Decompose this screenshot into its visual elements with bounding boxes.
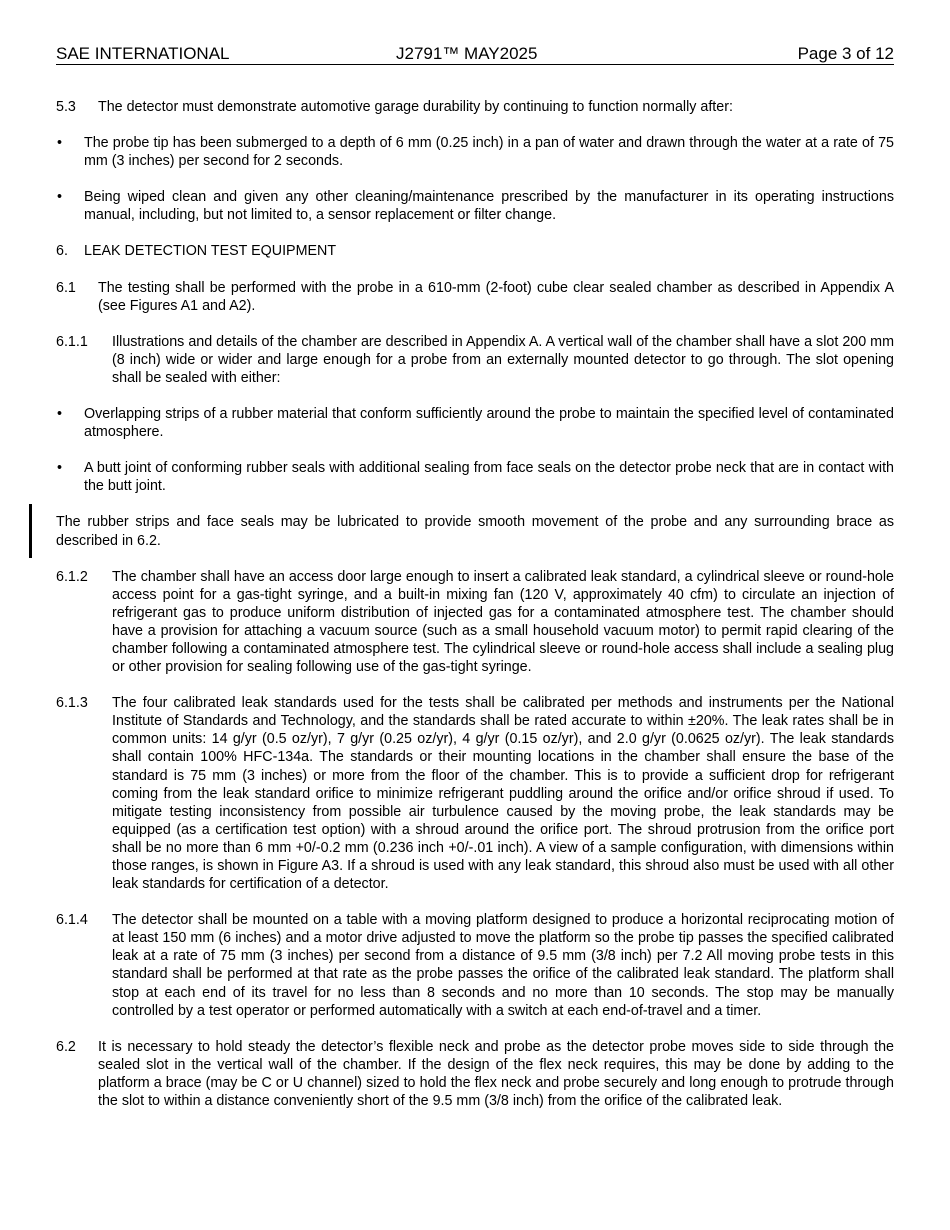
section-number: 6.	[56, 243, 68, 260]
section-number: 6.1.4	[56, 912, 88, 929]
bullet-item	[56, 134, 894, 170]
section-text: The detector must demonstrate automotive garage durability by continuing to function normally after:	[98, 99, 733, 115]
section-number: 6.2	[56, 1038, 76, 1055]
section-text: The detector shall be mounted on a table with a moving platform designed to produce a horizontal reciprocating motion of at least 150 mm (6 inches) and a motor drive adjusted to move the platform so the probe tip passes the specified calibrated leak at a rate of 75 mm (3 inches) per second from a distance of 9.5 mm (3/8 inch) per 7.2 All moving probe tests in this standard shall be performed at that rate as the probe passes the orifice of the calibrated leak standard. The platform shall stop at each end of its travel for no less than 8 seconds and no more than 10 seconds. The stop may be manually controlled by a test operator or performed automatically with a switch at each end-of-travel and a timer.	[112, 912, 894, 1019]
section-number: 6.1.2	[56, 568, 88, 585]
header-page-number: Page 3 of 12	[797, 44, 894, 63]
section-number: 6.1.3	[56, 695, 88, 712]
note-paragraph	[56, 513, 894, 549]
header-document-number: J2791™ MAY2025	[396, 44, 538, 63]
section-6-1-3	[56, 694, 894, 893]
section-number: 6.1.1	[56, 333, 88, 350]
bullet-icon: •	[57, 460, 63, 477]
section-text: Illustrations and details of the chamber are described in Appendix A. A vertical wall of the chamber shall have a slot 200 mm (8 inch) wide or wider and large enough for a probe from an externally mounted detector to go through. The slot opening shall be sealed with either:	[112, 333, 894, 386]
bullet-item	[56, 405, 894, 441]
section-number: 5.3	[56, 99, 76, 115]
bullet-text: Overlapping strips of a rubber material that conform sufficiently around the probe to maintain the specified level of contaminated atmosphere.	[84, 406, 894, 441]
section-text: It is necessary to hold steady the detector’s flexible neck and probe as the detector probe moves side to side through the sealed slot in the vertical wall of the chamber. If the design of the flex neck requires, this may be done by adding to the platform a brace (may be C or U channel) sized to hold the flex neck and probe securely and long enough to protrude through the slot to within a distance conveniently short of the 9.5 mm (3/8 inch) from the orifice of the calibrated leak.	[98, 1038, 894, 1110]
section-title: LEAK DETECTION TEST EQUIPMENT	[84, 243, 337, 260]
revision-change-bar	[29, 504, 32, 558]
section-6-heading	[56, 242, 894, 260]
section-6-1-1	[56, 333, 894, 387]
page-header	[56, 44, 894, 65]
section-5-3	[56, 98, 894, 116]
bullet-text: The probe tip has been submerged to a depth of 6 mm (0.25 inch) in a pan of water and drawn through the water at a rate of 75 mm (3 inches) per second for 2 seconds.	[84, 135, 894, 170]
section-text: The four calibrated leak standards used for the tests shall be calibrated per methods and instruments per the National Institute of Standards and Technology, and the standards shall be rated accurate to within ±20%. The leak rates shall be in common units: 14 g/yr (0.5 oz/yr), 7 g/yr (0.25 oz/yr), 4 g/yr (0.15 oz/yr), and 2.0 g/yr (0.0625 oz/yr). The leak standards shall contain 100% HFC-134a. The standards or their mounting locations in the chamber shall ensure the base of the standard is 75 mm (3 inches) or more from the floor of the chamber. This is to provide a sufficient drop for refrigerant coming from the leak standard orifice to minimize refrigerant puddling around the orifice and/or orifice shroud if used. To mitigate testing inconsistency from possible air turbulence caused by the moving probe, the leak standards may be equipped (as a certification test option) with a shroud around the orifice port. The shroud protrusion from the orifice port shall be no more than 6 mm +0/-0.2 mm (0.236 inch +0/-.01 inch). A view of a sample configuration, with dimensions within those ranges, is shown in Figure A3. If a shroud is used with any leak standard, this shroud also must be used with all other leak standards for certification of a detector.	[112, 695, 894, 893]
section-6-1-4	[56, 911, 894, 1020]
bullet-text: A butt joint of conforming rubber seals with additional sealing from face seals on the detector probe neck that are in contact with the butt joint.	[84, 460, 894, 495]
document-body	[56, 98, 894, 1128]
bullet-icon: •	[57, 189, 63, 206]
bullet-icon: •	[57, 135, 63, 152]
note-text: The rubber strips and face seals may be lubricated to provide smooth movement of the probe and any surrounding brace as described in 6.2.	[56, 514, 894, 549]
bullet-item	[56, 459, 894, 495]
bullet-icon: •	[57, 406, 63, 423]
section-6-1-2	[56, 568, 894, 677]
section-6-1	[56, 279, 894, 315]
section-text: The testing shall be performed with the probe in a 610-mm (2-foot) cube clear sealed chamber as described in Appendix A (see Figures A1 and A2).	[98, 279, 894, 314]
header-organization: SAE INTERNATIONAL	[56, 44, 230, 63]
section-text: The chamber shall have an access door large enough to insert a calibrated leak standard, a cylindrical sleeve or round-hole access point for a gas-tight syringe, and a built-in mixing fan (120 V, approximately 40 cfm) to circulate an injection of refrigerant gas to produce uniform distribution of injected gas for a contaminated atmosphere test. The chamber should have a provision for attaching a vacuum source (such as a small household vacuum motor) to permit rapid clearing of the chamber following a contaminated atmosphere test. The cylindrical sleeve or round-hole access shall include a sealing plug or other provision for sealing following use of the gas-tight syringe.	[112, 568, 894, 676]
section-number: 6.1	[56, 279, 76, 296]
bullet-item	[56, 188, 894, 224]
bullet-text: Being wiped clean and given any other cleaning/maintenance prescribed by the manufacturer in its operating instructions manual, including, but not limited to, a sensor replacement or filter change.	[84, 189, 894, 224]
section-6-2	[56, 1038, 894, 1110]
